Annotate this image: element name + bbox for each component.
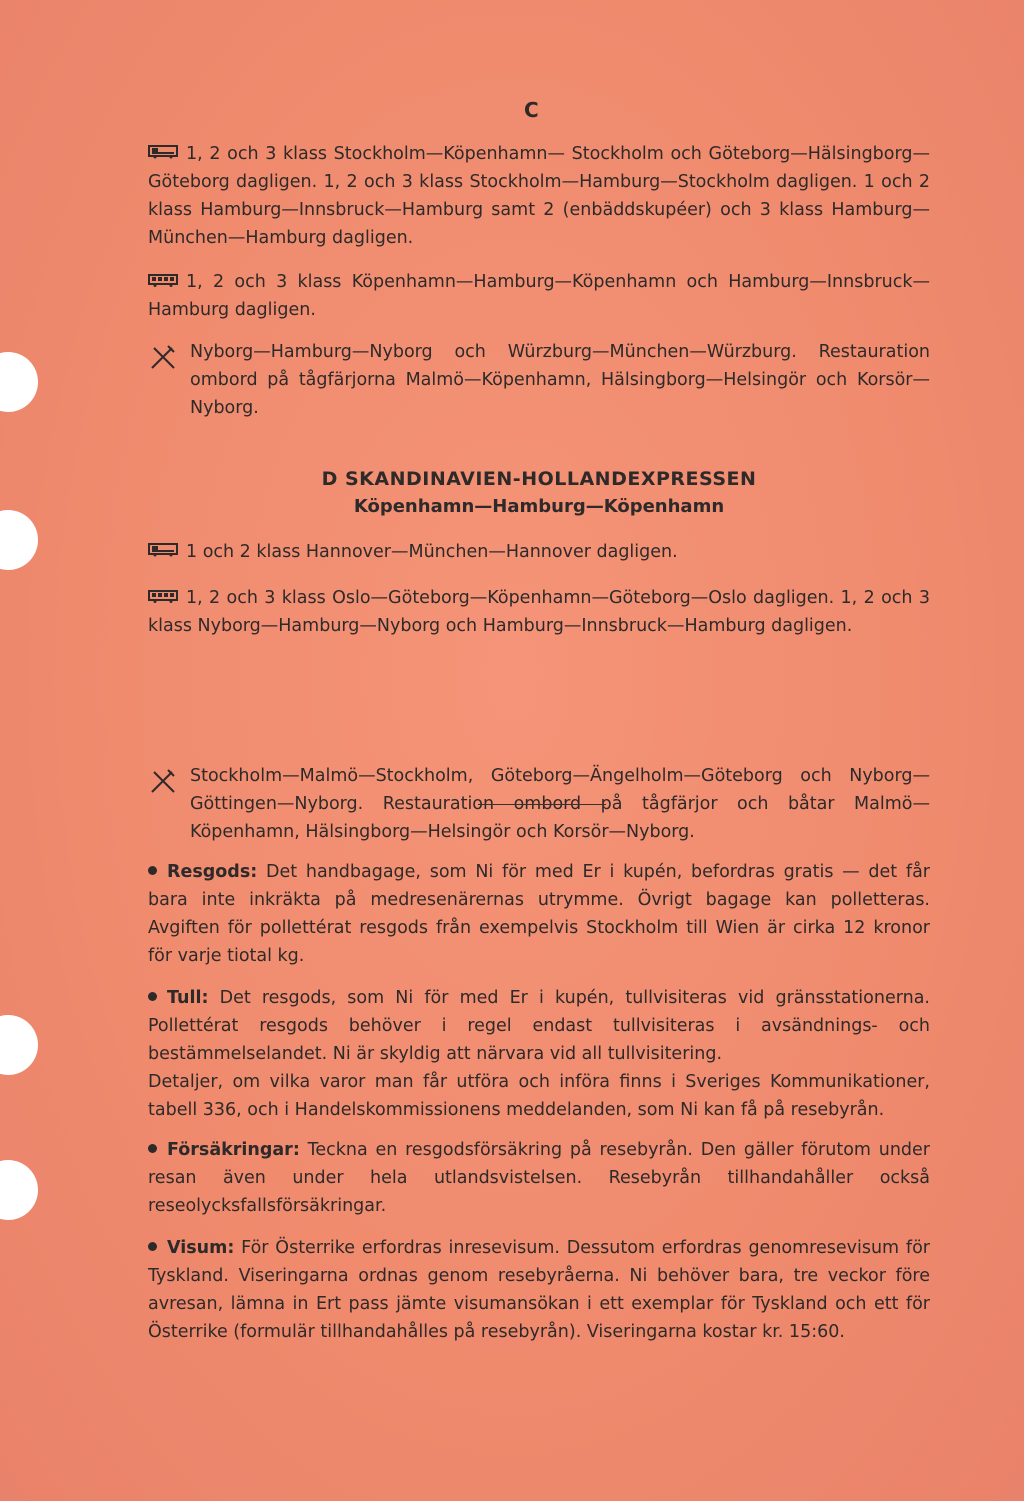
- d-coach-paragraph: [148, 584, 930, 640]
- info-label: Visum:: [167, 1238, 235, 1258]
- section-heading-c: C: [524, 98, 540, 122]
- d-sleeper-paragraph: [148, 538, 930, 566]
- info-label: Tull:: [167, 988, 209, 1008]
- info-forsakringar: [148, 1136, 930, 1220]
- d-sleeper-text: 1 och 2 klass Hannover—München—Hannover dagligen.: [186, 542, 678, 562]
- sleeper-car-icon: [148, 140, 178, 168]
- info-resgods: [148, 858, 930, 970]
- info-text: Det handbagage, som Ni för med Er i kupén, befordras gratis — det får bara inte inkräkta på medresenärernas utrymme. Övrigt bagage kan polletteras. Avgiften för pollettérat resgods från exempelvis Stockholm till Wien är cirka 12 kronor för varje tiotal kg.: [148, 862, 930, 966]
- bullet-dot-icon: [148, 1144, 157, 1153]
- punch-hole: [0, 510, 38, 570]
- c-dining-paragraph: [148, 338, 930, 422]
- punch-hole: [0, 1160, 38, 1220]
- bullet-dot-icon: [148, 992, 157, 1001]
- info-extra-text: Detaljer, om vilka varor man får utföra och införa finns i Sveriges Kommunikationer, tabell 336, och i Handelskommissionens meddelanden, som Ni kan få på resebyrån.: [148, 1072, 930, 1120]
- coach-car-icon: [148, 584, 178, 612]
- coach-car-icon: [148, 268, 178, 296]
- info-text: Teckna en resgodsförsäkring på resebyrån. Den gäller förutom under resan även under hela utlandsvistelsen. Resebyrån tillhandahåller också reseolycksfallsförsäkringar.: [148, 1140, 930, 1216]
- cutlery-icon: [148, 766, 178, 805]
- bullet-dot-icon: [148, 1242, 157, 1251]
- c-dining-text: Nyborg—Hamburg—Nyborg och Würzburg—München—Würzburg. Restauration ombord på tågfärjorna Malmö—Köpenhamn, Hälsingborg—Helsingör och Korsör—Nyborg.: [190, 342, 930, 418]
- punch-hole: [0, 352, 38, 412]
- c-sleeper-paragraph: [148, 140, 930, 252]
- info-tull: [148, 984, 930, 1124]
- cutlery-icon: [148, 342, 178, 381]
- section-divider: [478, 804, 606, 805]
- c-coach-paragraph: [148, 268, 930, 324]
- info-text: För Österrike erfordras inresevisum. Dessutom erfordras genomresevisum för Tyskland. Viseringarna ordnas genom resebyråerna. Ni behöver bara, tre veckor före avresan, lämna in Ert pass jämte visumansökan i ett exemplar för Tyskland och ett för Österrike (formulär tillhandahålles på resebyrån). Viseringarna kostar kr. 15:60.: [148, 1238, 930, 1342]
- info-text: Det resgods, som Ni för med Er i kupén, tullvisiteras vid gränsstationerna. Pollettérat resgods behöver i regel endast tullvisiteras i avsändnings- och bestämmelselandet. Ni är skyldig att närvara vid all tullvisitering.: [148, 988, 930, 1064]
- sleeper-car-icon: [148, 538, 178, 566]
- c-coach-text: 1, 2 och 3 klass Köpenhamn—Hamburg—Köpenhamn och Hamburg—Innsbruck—Hamburg dagligen.: [148, 272, 930, 320]
- section-d-title: D SKANDINAVIEN-HOLLANDEXPRESSEN: [321, 468, 757, 490]
- punch-hole: [0, 1015, 38, 1075]
- info-visum: [148, 1234, 930, 1346]
- section-d-subtitle: Köpenhamn—Hamburg—Köpenhamn: [353, 496, 725, 517]
- d-dining-text: Stockholm—Malmö—Stockholm, Göteborg—Ängelholm—Göteborg och Nyborg—Göttingen—Nyborg. Restauration ombord på tågfärjor och båtar Malmö—Köpenhamn, Hälsingborg—Helsingör och Korsör—Nyborg.: [190, 766, 930, 842]
- info-label: Försäkringar:: [167, 1140, 300, 1160]
- d-coach-text: 1, 2 och 3 klass Oslo—Göteborg—Köpenhamn—Göteborg—Oslo dagligen. 1, 2 och 3 klass Nyborg—Hamburg—Nyborg och Hamburg—Innsbruck—Hamburg dagligen.: [148, 588, 930, 636]
- c-sleeper-text: 1, 2 och 3 klass Stockholm—Köpenhamn— Stockholm och Göteborg—Hälsingborg—Göteborg dagligen. 1, 2 och 3 klass Stockholm—Hamburg—Stockholm dagligen. 1 och 2 klass Hamburg—Innsbruck—Hamburg samt 2 (enbäddskupéer) och 3 klass Hamburg—München—Hamburg dagligen.: [148, 144, 930, 248]
- bullet-dot-icon: [148, 866, 157, 875]
- info-label: Resgods:: [167, 862, 258, 882]
